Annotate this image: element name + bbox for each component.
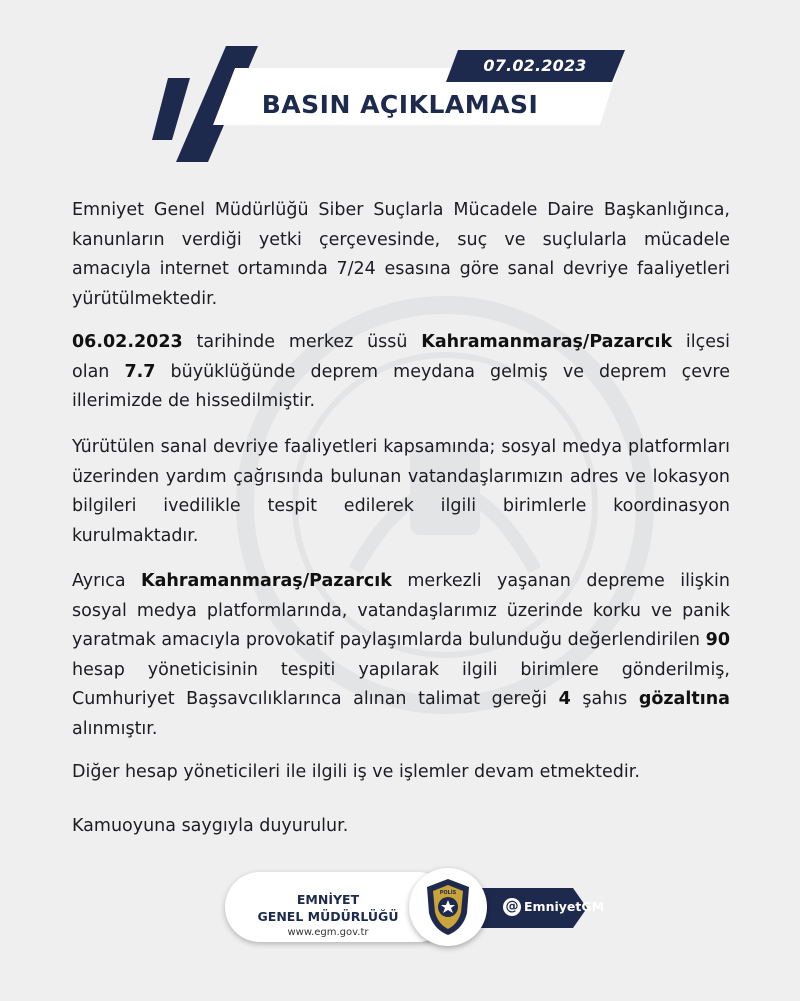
detained-count: 4	[558, 689, 571, 709]
social-handle-tab[interactable]	[477, 888, 605, 928]
org-name-line1: EMNİYET	[296, 892, 360, 907]
paragraph-earthquake: 06.02.2023 tarihinde merkez üssü Kahramanmaraş/Pazarcık ilçesi olan 7.7 büyüklüğünde deprem meydana gelmiş ve deprem çevre illerimizde de hissedilmiştir.	[72, 332, 731, 411]
earthquake-magnitude: 7.7	[124, 361, 156, 382]
org-name-line2: GENEL MÜDÜRLÜĞÜ	[257, 909, 399, 924]
press-date: 07.02.2023	[483, 56, 587, 75]
paragraph-closing: Kamuoyuna saygıyla duyurulur.	[72, 816, 349, 836]
account-count: 90	[705, 630, 730, 650]
org-website-link[interactable]: www.egm.gov.tr	[287, 927, 369, 938]
paragraph-ongoing: Diğer hesap yöneticileri ile ilgili iş ve işlemler devam etmektedir.	[72, 762, 640, 782]
press-header	[0, 0, 800, 170]
police-badge-icon	[423, 877, 473, 937]
header-decoration	[0, 0, 800, 170]
provocation-location: Kahramanmaraş/Pazarcık	[141, 571, 392, 591]
at-icon: @	[503, 898, 521, 916]
badge-text: POLİS	[439, 890, 457, 896]
social-handle: EmniyetGM	[524, 899, 605, 914]
earthquake-date: 06.02.2023	[72, 332, 183, 352]
paragraph-intro: Emniyet Genel Müdürlüğü Siber Suçlarla Mücadele Daire Başkanlığınca, kanunların verdiği yetki çerçevesinde, suç ve suçlularla mücadele amacıyla internet ortamında 7/24 esasına göre sanal devriye faaliyetleri yürütülmektedir.	[72, 200, 730, 309]
paragraph-patrol: Yürütülen sanal devriye faaliyetleri kapsamında; sosyal medya platformları üzerinden yardım çağrısında bulunan vatandaşlarımızın adres ve lokasyon bilgileri ivedilikle tespit edilerek ilgili birimlerle koordinasyon kurulmaktadır.	[72, 437, 730, 546]
paragraph-provocation: Ayrıca Kahramanmaraş/Pazarcık merkezli yaşanan depreme ilişkin sosyal medya platformlarında, vatandaşlarımız üzerinde korku ve panik yaratmak amacıyla provokatif paylaşımlarda bulunduğu değerlendirilen 90 hesap yöneticisinin tespiti yapılarak ilgili birimlere gönderilmiş, Cumhuriyet Başsavcılıklarınca alınan talimat gereği 4 şahıs gözaltına alınmıştır.	[72, 571, 730, 739]
detained-word: gözaltına	[638, 689, 730, 709]
epicenter-location: Kahramanmaraş/Pazarcık	[421, 332, 673, 352]
footer-signature	[225, 868, 605, 948]
page-title: BASIN AÇIKLAMASI	[261, 90, 539, 119]
police-badge	[409, 868, 487, 946]
